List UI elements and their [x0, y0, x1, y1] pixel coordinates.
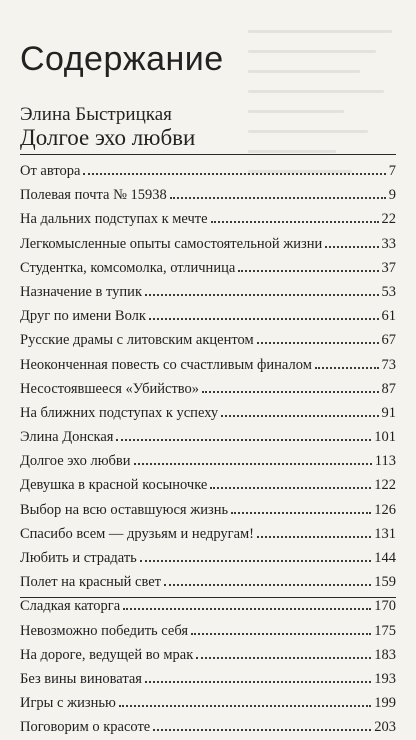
toc-entry-title: На ближних подступах к успеху: [20, 404, 219, 421]
toc-entry: [20, 401, 396, 425]
toc-leader-dots: [196, 657, 371, 659]
toc-entry-page: 91: [381, 404, 396, 421]
toc-entry-title: Поговорим о красоте: [20, 719, 151, 736]
toc-entry-title: На дальних подступах к мечте: [20, 211, 208, 228]
toc-entry-page: 33: [381, 235, 396, 252]
toc-entry-title: Друг по имени Волк: [20, 308, 146, 325]
toc-entry-title: Невозможно победить себя: [20, 622, 189, 639]
book-author: Элина Быстрицкая: [20, 104, 172, 125]
toc-entry-page: 53: [381, 283, 396, 300]
toc-leader-dots: [119, 705, 371, 707]
toc-leader-dots: [211, 221, 379, 223]
bottom-rule: [20, 597, 396, 598]
toc-entry: [20, 304, 396, 328]
toc-leader-dots: [202, 391, 378, 393]
toc-entry-title: Любить и страдать: [20, 550, 137, 566]
page-title: Содержание: [20, 40, 224, 78]
toc-entry-title: Долгое эхо любви: [20, 453, 131, 470]
toc-entry: [20, 691, 396, 715]
toc-entry-page: 203: [374, 719, 396, 736]
toc-entry-page: 144: [374, 550, 396, 566]
toc-entry-title: Спасибо всем — друзьям и недругам!: [20, 525, 255, 542]
toc-entry-page: 113: [374, 453, 396, 470]
toc-entry: [20, 328, 396, 352]
toc-leader-dots: [134, 463, 372, 465]
toc-entry: [20, 667, 396, 691]
toc-leader-dots: [140, 560, 371, 562]
toc-entry: [20, 473, 396, 497]
toc-entry-title: Элина Донская: [20, 429, 114, 446]
toc-entry-title: Легкомысленные опыты самостоятельной жизни: [20, 235, 323, 252]
toc-leader-dots: [221, 415, 378, 417]
toc-leader-dots: [149, 318, 379, 320]
toc-leader-dots: [315, 367, 379, 369]
toc-leader-dots: [170, 197, 386, 199]
top-rule: [20, 154, 396, 155]
toc-leader-dots: [210, 487, 371, 489]
toc-entry: [20, 619, 396, 643]
toc-entry: [20, 353, 396, 377]
toc-entry-title: Несостоявшееся «Убийство»: [20, 380, 200, 397]
toc-entry-page: 22: [381, 211, 396, 228]
toc-entry-page: 126: [374, 501, 396, 518]
toc-entry: [20, 498, 396, 522]
toc-entry: [20, 643, 396, 667]
toc-entry: [20, 256, 396, 280]
toc-entry-page: 7: [388, 163, 396, 179]
toc-entry-page: 199: [374, 695, 396, 712]
toc-entry-title: Без вины виноватая: [20, 670, 142, 687]
toc-entry: [20, 425, 396, 449]
toc-entry-title: Студентка, комсомолка, отличница: [20, 259, 236, 276]
toc-entry: [20, 715, 396, 739]
toc-leader-dots: [123, 608, 371, 610]
toc-leader-dots: [231, 512, 371, 514]
toc-entry-title: Полевая почта № 15938: [20, 187, 167, 204]
book-title: Долгое эхо любви: [20, 125, 196, 150]
toc-entry-page: 87: [381, 380, 396, 397]
table-of-contents: [20, 159, 396, 740]
toc-entry-title: Полет на красный свет: [20, 574, 162, 591]
toc-entry-page: 170: [374, 598, 396, 615]
toc-entry: [20, 159, 396, 183]
toc-entry: [20, 232, 396, 256]
toc-leader-dots: [257, 536, 371, 538]
toc-entry-page: 193: [374, 670, 396, 687]
toc-leader-dots: [164, 584, 371, 586]
toc-entry: [20, 570, 396, 594]
toc-leader-dots: [116, 439, 371, 441]
toc-entry-title: На дороге, ведущей во мрак: [20, 646, 194, 663]
toc-entry: [20, 207, 396, 231]
toc-leader-dots: [145, 681, 371, 683]
toc-leader-dots: [145, 294, 379, 296]
toc-entry: [20, 449, 396, 473]
toc-entry: [20, 546, 396, 570]
toc-entry-page: 122: [374, 477, 396, 494]
toc-entry-page: 73: [381, 356, 396, 373]
toc-entry-title: Девушка в красной косыночке: [20, 477, 208, 494]
toc-entry-page: 9: [388, 187, 396, 204]
toc-entry-title: Сладкая каторга: [20, 598, 121, 615]
toc-leader-dots: [83, 173, 385, 175]
toc-entry-title: Русские драмы с литовским акцентом: [20, 332, 254, 349]
toc-entry-page: 159: [374, 574, 396, 591]
toc-entry-page: 131: [374, 525, 396, 542]
toc-entry-title: Неоконченная повесть со счастливым финалом: [20, 356, 312, 373]
toc-leader-dots: [191, 633, 371, 635]
toc-entry-title: Игры с жизнью: [20, 695, 116, 712]
toc-entry-page: 175: [374, 622, 396, 639]
toc-entry-page: 183: [374, 646, 396, 663]
toc-entry-page: 67: [381, 332, 396, 349]
toc-entry-page: 37: [381, 259, 396, 276]
toc-entry-page: 101: [374, 429, 396, 446]
toc-leader-dots: [325, 246, 378, 248]
toc-entry-page: 61: [381, 308, 396, 325]
toc-leader-dots: [238, 270, 378, 272]
toc-entry: [20, 522, 396, 546]
toc-entry: [20, 594, 396, 618]
toc-entry: [20, 377, 396, 401]
toc-entry-title: От автора: [20, 163, 81, 179]
toc-entry-title: Выбор на всю оставшуюся жизнь: [20, 501, 229, 518]
toc-leader-dots: [257, 342, 379, 344]
toc-entry-title: Назначение в тупик: [20, 283, 142, 300]
toc-entry: [20, 280, 396, 304]
toc-entry: [20, 183, 396, 207]
toc-leader-dots: [153, 729, 371, 731]
